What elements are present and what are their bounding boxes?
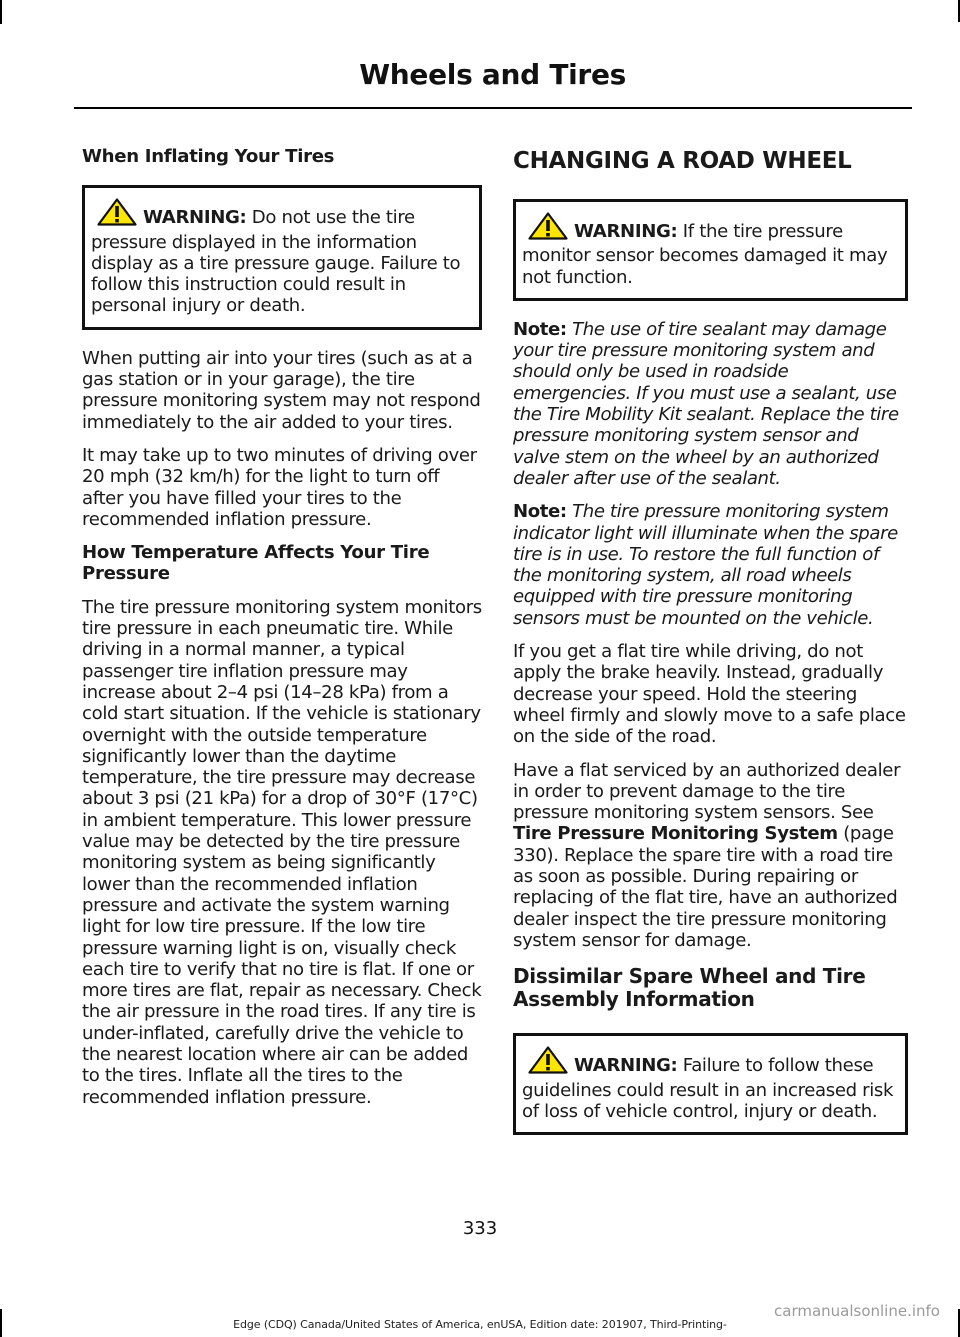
warning-box-guidelines — [513, 1033, 908, 1135]
warning-text: If the tire pressure monitor sensor becomes damaged it may not function. — [522, 221, 888, 288]
note-label: Note: — [513, 318, 567, 340]
left-column — [82, 146, 482, 1120]
page-title: Wheels and Tires — [359, 58, 626, 91]
note-text: The tire pressure monitoring system indicator light will illuminate when the spare tire is in use. To restore the full function of the monitoring system, all road wheels equipped with tire pressure monitoring sensors must be mounted on the vehicle. — [513, 501, 898, 629]
paragraph-flat-serviced — [513, 760, 908, 952]
note-text: The use of tire sealant may damage your tire pressure monitoring system and should only be used in roadside emergencies. If you must use a sealant, use the Tire Mobility Kit sealant. Replace the tire pressure monitoring system sensor and valve stem on the wheel by an authorized dealer after use of the sealant. — [513, 318, 899, 489]
warning-text: Failure to follow these guidelines could result in an increased risk of loss of vehicle control, injury or death. — [522, 1055, 894, 1122]
warning-box-sensor — [513, 199, 908, 301]
warning-triangle-icon — [97, 198, 137, 231]
paragraph-two-minutes: It may take up to two minutes of driving over 20 mph (32 km/h) for the light to turn off after you have filled your tires to the recommended inflation pressure. — [82, 444, 477, 530]
warning-label: WARNING: — [574, 221, 678, 242]
edition-footer: Edge (CDQ) Canada/United States of America, enUSA, Edition date: 201907, Third-Printing- — [233, 1318, 727, 1331]
crop-mark-top-left — [0, 0, 2, 22]
warning-triangle-icon — [528, 212, 568, 245]
paragraph-flat-tire: If you get a flat tire while driving, do not apply the brake heavily. Instead, gradually decrease your speed. Hold the steering wheel firmly and slowly move to a safe place on the side of the road. — [513, 641, 906, 748]
crop-mark-left-mid — [0, 22, 2, 24]
note-spare-tire — [513, 501, 908, 629]
warning-label: WARNING: — [143, 207, 247, 229]
warning-triangle-icon — [528, 1046, 568, 1079]
page-number: 333 — [462, 1218, 498, 1239]
section-title-changing-wheel: CHANGING A ROAD WHEEL — [513, 148, 852, 174]
warning-box-gauge — [82, 185, 482, 329]
right-column — [513, 146, 908, 1153]
header-divider — [74, 107, 912, 109]
note-sealant — [513, 319, 908, 489]
heading-dissimilar-spare: Dissimilar Spare Wheel and Tire Assembly Information — [513, 964, 866, 1012]
warning-label: WARNING: — [574, 1055, 678, 1077]
tpms-cross-reference-link[interactable]: Tire Pressure Monitoring System — [513, 823, 838, 845]
paragraph-temperature: The tire pressure monitoring system monitors tire pressure in each pneumatic tire. While driving in a normal manner, a typical passenger tire inflation pressure may increase about 2–4 psi (14–28 kPa) from a cold start situation. If the vehicle is stationary overnight with the outside temperature significantly lower than the daytime temperature, the tire pressure may decrease about 3 psi (21 kPa) for a drop of 30°F (17°C) in ambient temperature. This lower pressure value may be detected by the tire pressure monitoring system as being significantly lower than the recommended inflation pressure and activate the system warning light for low tire pressure. If the low tire pressure warning light is on, visually check each tire to verify that no tire is flat. If one or more tires are flat, repair as necessary. Check the air pressure in the road tires. If any tire is under-inflated, carefully drive the vehicle to the nearest location where air can be added to the tires. Inflate all the tires to the recommended inflation pressure. — [82, 596, 482, 1108]
paragraph-putting-air: When putting air into your tires (such as at a gas station or in your garage), the tire pressure monitoring system may not respond immediately to the air added to your tires. — [82, 347, 481, 433]
warning-text: Do not use the tire pressure displayed in the information display as a tire pressure gauge. Failure to follow this instruction could result in personal injury or death. — [91, 207, 461, 317]
watermark: carmanualsonline.info — [774, 1302, 940, 1320]
paragraph-text: Have a flat serviced by an authorized dealer in order to prevent damage to the tire pressure monitoring system sensors. See — [513, 759, 901, 824]
paragraph-text: (page 330). Replace the spare tire with a road tire as soon as possible. During repairing or replacing of the flat tire, have an authorized dealer inspect the tire pressure monitoring system sensor for damage. — [513, 823, 898, 951]
note-label: Note: — [513, 501, 567, 523]
heading-when-inflating: When Inflating Your Tires — [82, 146, 335, 167]
heading-temperature: How Temperature Affects Your Tire Pressure — [82, 542, 430, 585]
